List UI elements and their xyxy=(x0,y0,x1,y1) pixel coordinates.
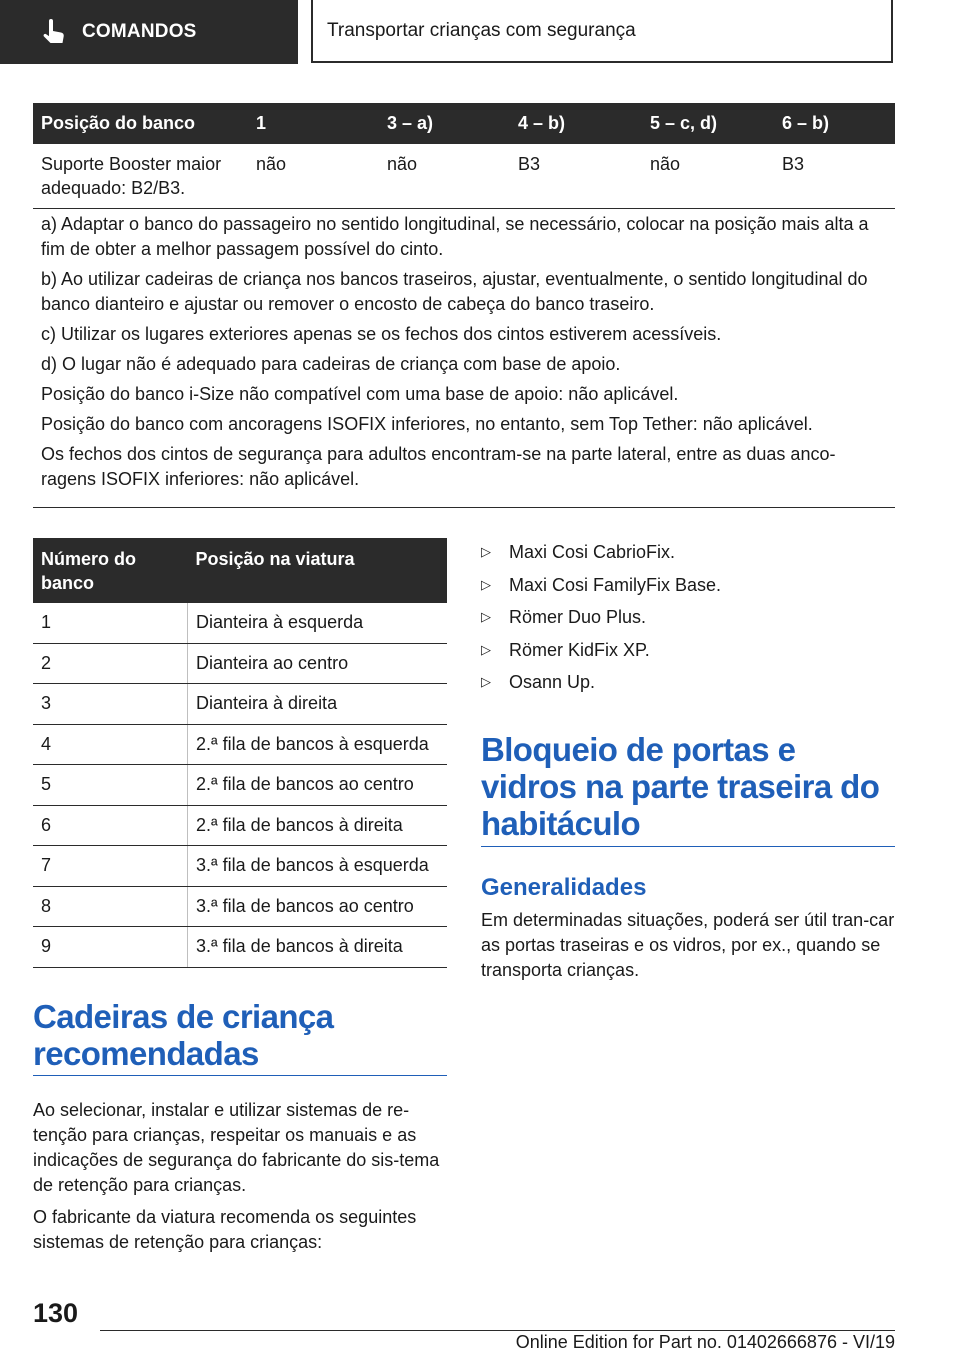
seat-number: 5 xyxy=(33,765,188,806)
table-cell: Suporte Booster maior adequado: B2/B3. xyxy=(33,144,248,209)
list-item-text: Römer Duo Plus. xyxy=(509,607,647,627)
list-item-text: Osann Up. xyxy=(509,672,596,692)
table-row xyxy=(33,927,447,968)
child-seats-text xyxy=(33,1098,447,1262)
table-header-cell: 3 – a) xyxy=(379,103,510,144)
seat-position: 3.ª fila de bancos ao centro xyxy=(188,886,448,927)
table-row xyxy=(33,603,447,643)
paragraph: O fabricante da viatura recomenda os seguintes sistemas de retenção para crianças: xyxy=(33,1207,417,1252)
seat-position: 2.ª fila de bancos ao centro xyxy=(188,765,448,806)
heading-rule xyxy=(33,1075,447,1076)
table-row xyxy=(33,684,447,725)
table-cell: não xyxy=(642,144,774,209)
subheading-general: Generalidades xyxy=(481,874,647,901)
seat-position: Dianteira à direita xyxy=(188,684,448,725)
table-row xyxy=(33,805,447,846)
seat-number: 3 xyxy=(33,684,188,725)
footnote: d) O lugar não é adequado para cadeiras de criança com base de apoio. xyxy=(41,354,621,374)
list-item-text: Maxi Cosi FamilyFix Base. xyxy=(509,574,722,595)
table-header-cell: 1 xyxy=(248,103,379,144)
triangle-bullet-icon: ▷ xyxy=(481,641,491,657)
header-section-tab xyxy=(0,0,298,64)
footnote: Os fechos dos cintos de segurança para adultos encontram-se na parte lateral, entre as duas anco-ragens ISOFIX inferiores: não aplicável. xyxy=(41,444,836,489)
seat-number: 9 xyxy=(33,927,188,968)
seat-number: 4 xyxy=(33,724,188,765)
isofix-compat-table xyxy=(33,103,895,209)
table-row xyxy=(33,724,447,765)
list-item xyxy=(481,636,721,669)
triangle-bullet-icon: ▷ xyxy=(481,609,491,624)
footnote: a) Adaptar o banco do passageiro no sentido longitudinal, se necessário, colocar na posição mais alta a fim de obter a melhor passagem possível do cinto. xyxy=(41,214,869,259)
footnote: Posição do banco com ancoragens ISOFIX inferiores, no entanto, sem Top Tether: não aplicável. xyxy=(41,414,813,434)
heading-child-seats: Cadeiras de criança recomendadas xyxy=(33,998,334,1072)
list-item xyxy=(481,571,721,604)
table-cell: B3 xyxy=(774,144,895,209)
recommended-seats-list xyxy=(481,538,721,701)
seat-number: 7 xyxy=(33,846,188,887)
table-row xyxy=(33,643,447,684)
footer-rule xyxy=(100,1330,895,1331)
footnote: Posição do banco i-Size não compatível com uma base de apoio: não aplicável. xyxy=(41,384,679,404)
seat-number: 2 xyxy=(33,643,188,684)
seat-position-table xyxy=(33,538,447,968)
page-number: 130 xyxy=(33,1298,79,1328)
heading-door-window-lock: Bloqueio de portas e vidros na parte traseira do habitáculo xyxy=(481,731,880,842)
header-title-box xyxy=(311,0,893,63)
list-item xyxy=(481,538,721,571)
table-header-cell: 5 – c, d) xyxy=(642,103,774,144)
table-cell: não xyxy=(248,144,379,209)
triangle-bullet-icon: ▷ xyxy=(481,674,491,689)
triangle-bullet-icon: ▷ xyxy=(481,576,491,592)
table-header-row xyxy=(33,538,447,603)
list-item xyxy=(481,603,721,636)
table-header-cell: 6 – b) xyxy=(774,103,895,144)
seat-number: 1 xyxy=(33,603,188,643)
list-item-text: Römer KidFix XP. xyxy=(509,639,650,660)
table-header-cell: Número do banco xyxy=(33,538,188,603)
table-footnotes xyxy=(33,206,895,508)
list-item-text: Maxi Cosi CabrioFix. xyxy=(509,542,676,562)
paragraph: Ao selecionar, instalar e utilizar sistemas de re-tenção para crianças, respeitar os manuais e as indicações de segurança do fabricante do sis-tema de retenção para crianças. xyxy=(33,1100,440,1195)
table-row xyxy=(33,886,447,927)
footnote: b) Ao utilizar cadeiras de criança nos bancos traseiros, ajustar, eventualmente, o sentido longitudinal do banco dianteiro e ajustar ou remover o encosto de cabeça do banco traseiro. xyxy=(41,269,868,314)
table-header-cell: 4 – b) xyxy=(510,103,642,144)
footnote: c) Utilizar os lugares exteriores apenas se os fechos dos cintos estiverem acessíveis. xyxy=(41,324,722,344)
page-topic-title: Transportar crianças com segurança xyxy=(327,19,636,41)
seat-number: 6 xyxy=(33,805,188,846)
triangle-bullet-icon: ▷ xyxy=(481,544,491,559)
table-header-cell: Posição do banco xyxy=(33,103,248,144)
table-cell: B3 xyxy=(510,144,642,209)
seat-position: 3.ª fila de bancos à direita xyxy=(188,927,448,968)
seat-position: Dianteira ao centro xyxy=(188,643,448,684)
edition-footer: Online Edition for Part no. 01402666876 - VI/19 xyxy=(515,1332,895,1352)
table-header-row xyxy=(33,103,895,144)
section-label: COMANDOS xyxy=(82,21,197,42)
hand-pointer-icon xyxy=(38,17,68,47)
seat-position: Dianteira à esquerda xyxy=(188,603,448,643)
seat-position: 2.ª fila de bancos à esquerda xyxy=(188,724,448,765)
heading-rule xyxy=(481,846,895,847)
general-text xyxy=(481,908,895,990)
seat-position: 3.ª fila de bancos à esquerda xyxy=(188,846,448,887)
paragraph: Em determinadas situações, poderá ser útil tran-car as portas traseiras e os vidros, por ex., quando se transporta crianças. xyxy=(481,910,895,980)
table-cell: não xyxy=(379,144,510,209)
table-row xyxy=(33,144,895,209)
list-item xyxy=(481,668,721,701)
table-row xyxy=(33,765,447,806)
seat-position: 2.ª fila de bancos à direita xyxy=(188,805,448,846)
table-header-cell: Posição na viatura xyxy=(188,538,448,603)
seat-number: 8 xyxy=(33,886,188,927)
table-row xyxy=(33,846,447,887)
